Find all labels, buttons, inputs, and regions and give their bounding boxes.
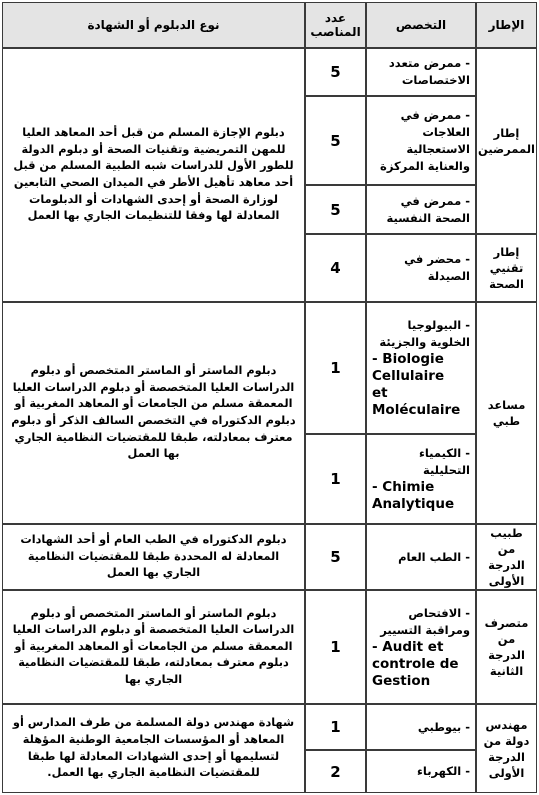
- specialty-fr: - Audit et controle de Gestion: [372, 638, 459, 689]
- framework-nurses: إطار الممرضين: [476, 48, 537, 234]
- posts-cell: 1: [305, 434, 366, 524]
- diploma-masters-bio: دبلوم الماستر أو الماستر المتخصص أو دبلوم الدراسات العليا المتخصصة أو دبلوم الدراسات العليا المعمقة مسلم من الجامعات أو المعاهد المغربية أو دبلوم الدكتوراه في التخصص السالف الذكر أو دبلوم معترف بمعادلته، طبقا للمقتضيات النظامية الجاري بها العمل: [2, 302, 305, 524]
- posts-cell: 5: [305, 96, 366, 185]
- posts-cell: 2: [305, 750, 366, 793]
- header-diploma: نوع الدبلوم أو الشهادة: [2, 2, 305, 48]
- specialty-cell: [366, 434, 476, 524]
- framework-gp-first: طبيب من الدرجة الأولى: [476, 524, 537, 590]
- specialty-cell: - ممرض في العلاجات الاستعجالية والعناية المركزة: [366, 96, 476, 185]
- specialty-cell: - ممرض متعدد الاختصاصات: [366, 48, 476, 96]
- specialty-cell: [366, 590, 476, 704]
- header-posts-text: عدد المناصب: [310, 11, 361, 39]
- posts-cell: 5: [305, 524, 366, 590]
- framework-engineer-first: مهندس دولة من الدرجة الأولى: [476, 704, 537, 793]
- posts-cell: 1: [305, 590, 366, 704]
- specialty-ar: - الافتحاص ومراقبة التسيير: [380, 605, 470, 637]
- diploma-masters-admin: دبلوم الماستر أو الماستر المتخصص أو دبلوم الدراسات العليا المتخصصة أو دبلوم الدراسات العليا المعمقة مسلم من الجامعات أو المعاهد المغربية أو دبلوم معترف بمعادلته، طبقا للمقتضيات النظامية الجاري بها: [2, 590, 305, 704]
- diploma-engineer: شهادة مهندس دولة المسلمة من طرف المدارس أو المعاهد أو المؤسسات الجامعية الوطنية المؤهلة لتسليمها أو إحدى الشهادات المعادلة لها طبقا للمقتضيات النظامية الجاري بها العمل.: [2, 704, 305, 793]
- header-posts: [305, 2, 366, 48]
- framework-admin-second: متصرف من الدرجة الثانية: [476, 590, 537, 704]
- specialty-fr: - Biologie Cellulaire et Moléculaire: [372, 351, 461, 418]
- posts-cell: 5: [305, 48, 366, 96]
- posts-cell: 1: [305, 704, 366, 750]
- specialty-cell: - محضر في الصيدلة: [366, 234, 476, 302]
- specialty-cell: - الطب العام: [366, 524, 476, 590]
- posts-cell: 1: [305, 302, 366, 434]
- specialty-fr: - Chimie Analytique: [372, 479, 455, 512]
- specialty-ar: - الكيمياء التحليلية: [418, 446, 470, 477]
- specialty-cell: [366, 302, 476, 434]
- framework-med-assistant: مساعد طبي: [476, 302, 537, 524]
- diploma-doctorate: دبلوم الدكتوراه في الطب العام أو أحد الشهادات المعادلة له المحددة طبقا للمقتضيات النظامية الجاري بها العمل: [2, 524, 305, 590]
- posts-cell: 4: [305, 234, 366, 302]
- specialty-cell: - بيوطبي: [366, 704, 476, 750]
- specialty-cell: - ممرض في الصحة النفسية: [366, 185, 476, 234]
- header-framework: الإطار: [476, 2, 537, 48]
- framework-health-tech: إطار تقنيي الصحة: [476, 234, 537, 302]
- specialty-cell: - الكهرباء: [366, 750, 476, 793]
- posts-cell: 5: [305, 185, 366, 234]
- header-specialty: التخصص: [366, 2, 476, 48]
- diploma-nursing: دبلوم الإجازة المسلم من قبل أحد المعاهد العليا للمهن التمريضية وتقنيات الصحة أو دبلوم الدولة للطور الأول للدراسات شبه الطبية المسلم من قبل أحد معاهد تأهيل الأطر في الميدان الصحي التابعين لوزارة الصحة أو إحدى الشهادات أو الدبلومات المعادلة لها وفقا للتنظيمات الجاري بها العمل: [2, 48, 305, 302]
- specialty-ar: - البيولوجيا الخلوية والجزيئة: [379, 318, 470, 349]
